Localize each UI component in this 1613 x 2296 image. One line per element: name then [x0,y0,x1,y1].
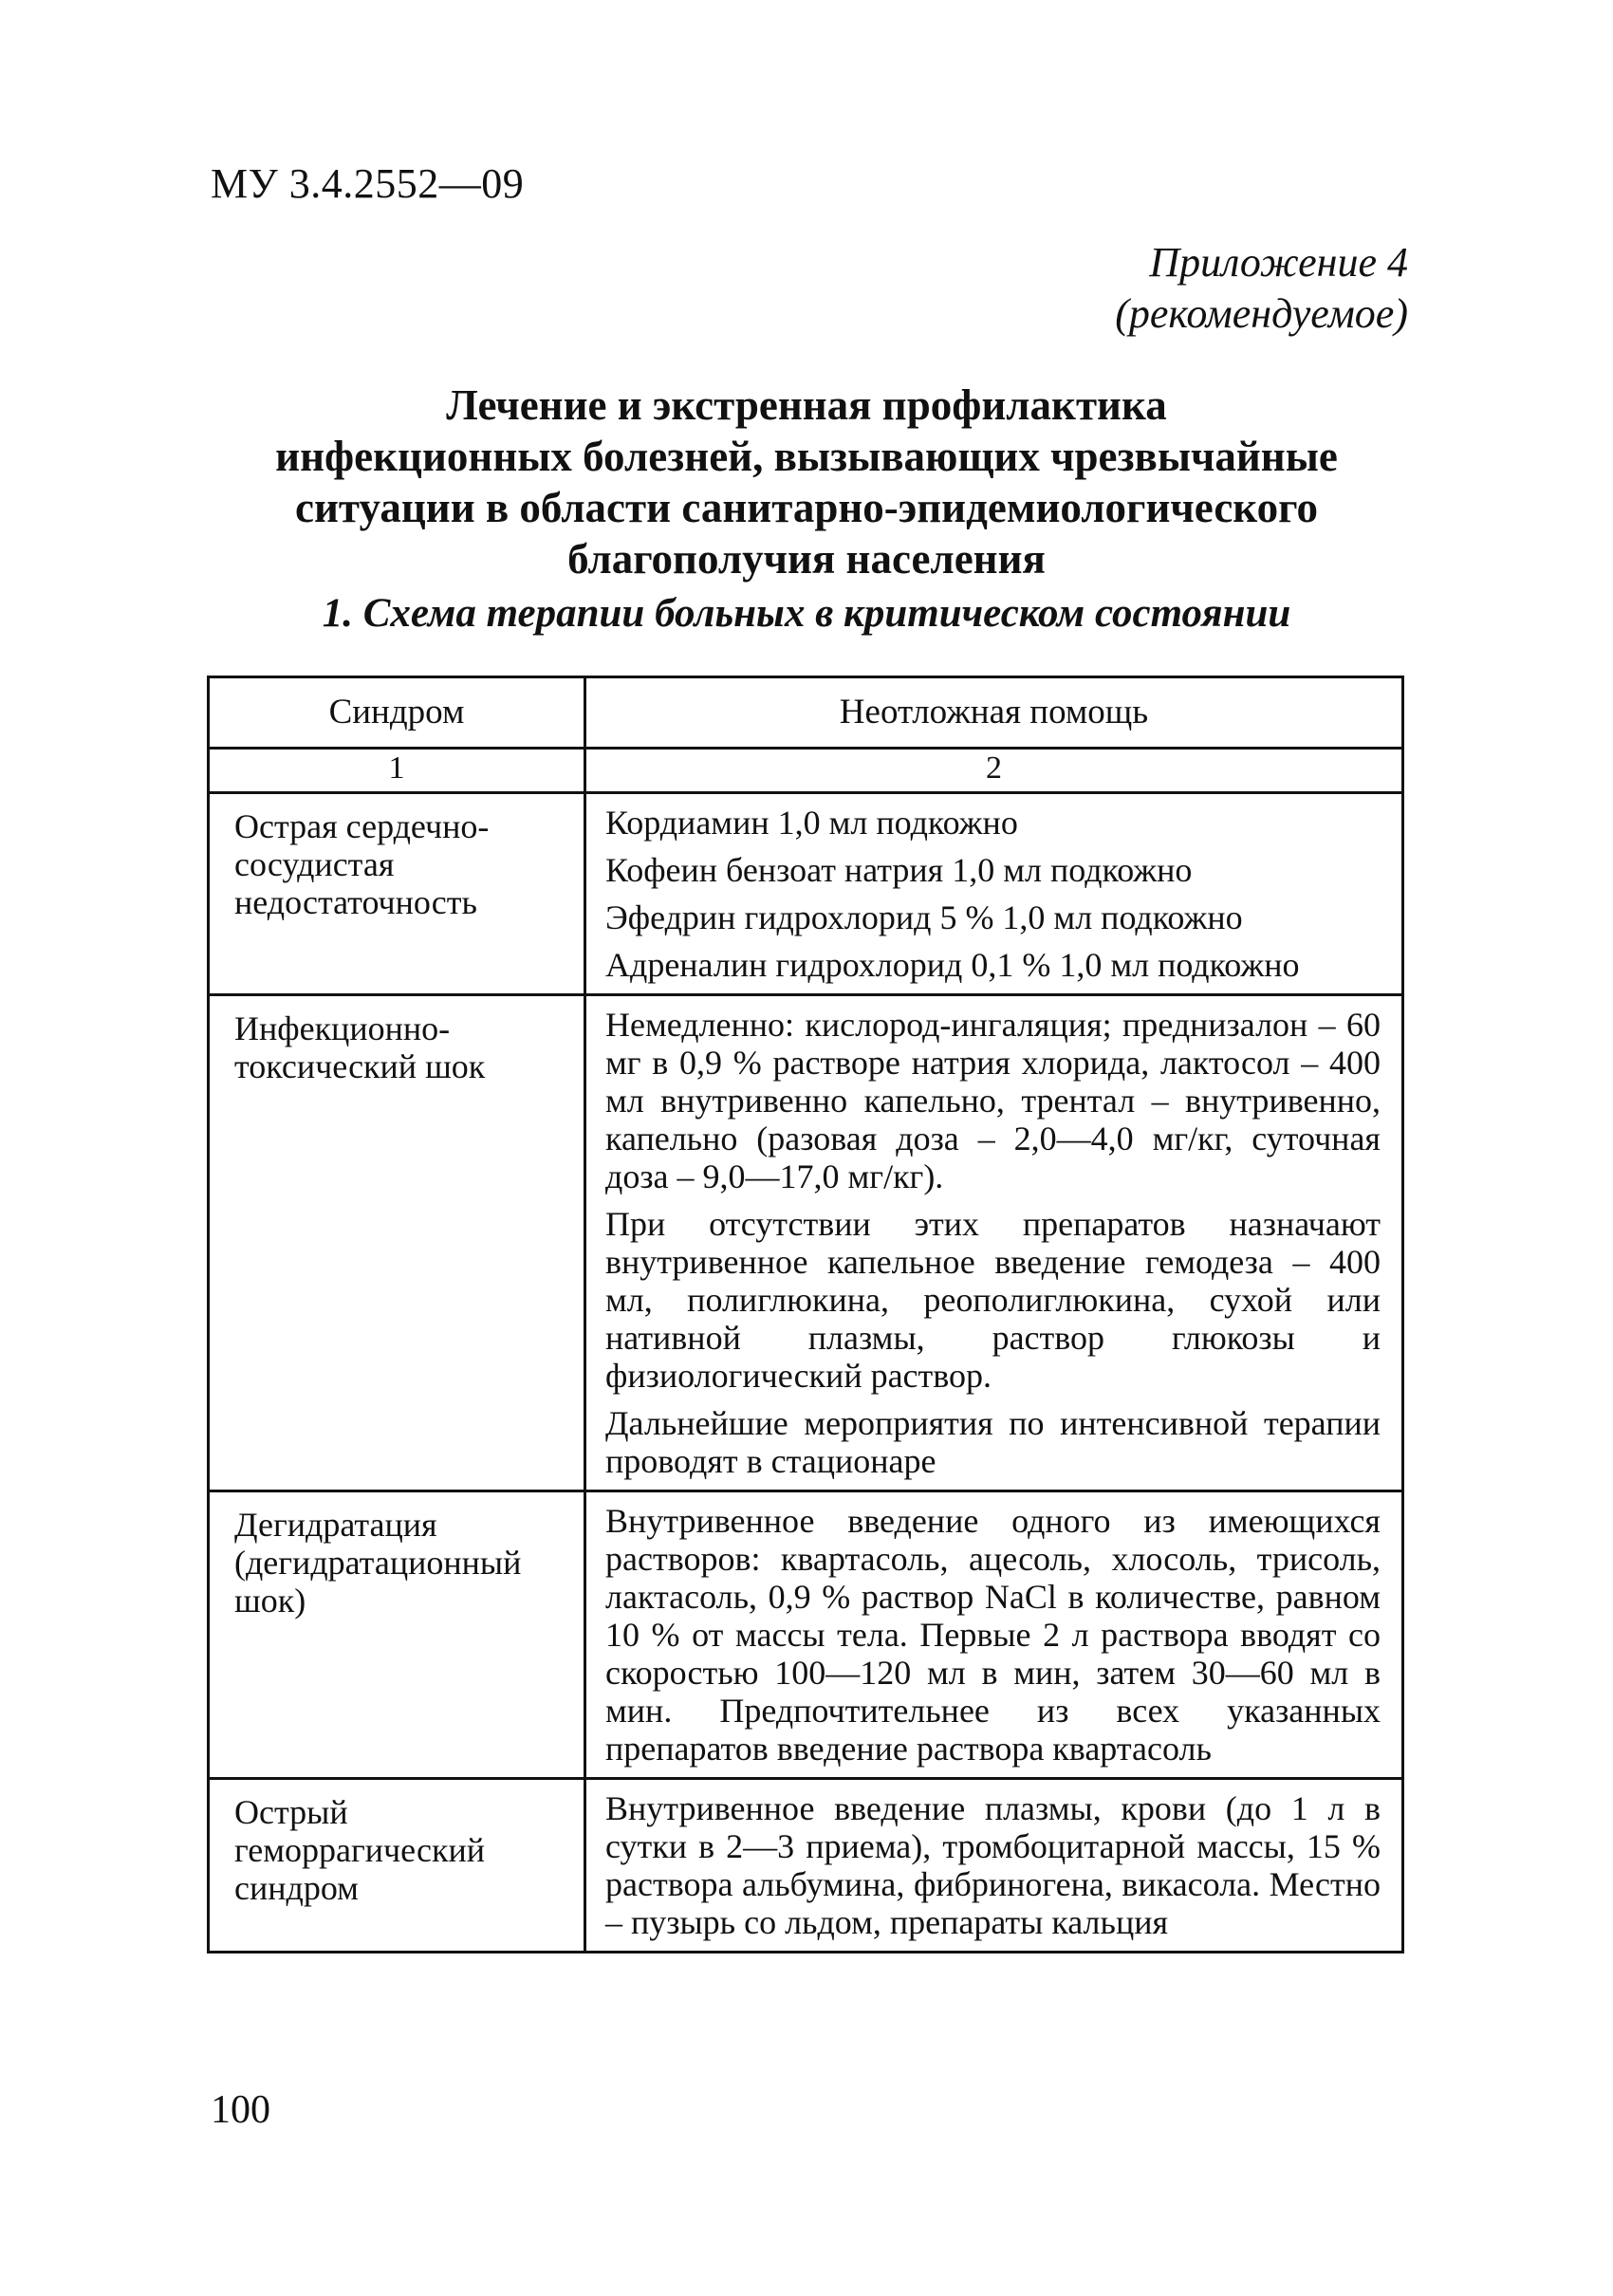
column-number-1: 1 [209,749,585,793]
appendix-number: Приложение 4 [1149,239,1408,286]
syndrome-cell: Острый геморрагический синдром [209,1779,585,1953]
help-paragraph: Дальнейшие мероприятия по интенсивной терапии проводят в стационаре [605,1404,1381,1480]
help-paragraph: Внутривенное введение плазмы, крови (до 1 л в сутки в 2—3 приема), тромбоцитарной массы, 15 % раствора альбумина, фибриногена, викасола. Местно – пузырь со льдом, препараты кальция [605,1789,1381,1941]
syndrome-cell: Дегидратация (дегидратационный шок) [209,1491,585,1779]
help-cell [585,995,1403,1491]
help-cell [585,1491,1403,1779]
table-row [209,1779,1403,1953]
title-line-2: инфекционных болезней, вызывающих чрезвычайные [275,433,1338,480]
help-paragraph: Внутривенное введение одного из имеющихся растворов: квартасоль, ацесоль, хлосоль, трисоль, лактасоль, 0,9 % раствор NaCl в количестве, равном 10 % от массы тела. Первые 2 л раствора вводят со скоростью 100—120 мл в мин, затем 30—60 мл в мин. Предпочтительнее из всех указанных препаратов введение раствора квартасоль [605,1502,1381,1768]
title-line-1: Лечение и экстренная профилактика [446,381,1167,429]
document-title [190,380,1423,584]
page-number: 100 [211,2088,270,2132]
help-item: Эфедрин гидрохлорид 5 % 1,0 мл подкожно [605,898,1243,936]
help-item: Кордиамин 1,0 мл подкожно [605,804,1018,842]
column-number-row [209,749,1403,793]
therapy-table [207,676,1404,1953]
column-number-2: 2 [585,749,1403,793]
help-paragraph: При отсутствии этих препаратов назначают внутривенное капельное введение гемодеза – 400 мл, полиглюкина, реополиглюкина, сухой или нативной плазмы, раствор глюкозы и физиологический раствор. [605,1205,1381,1395]
table-header-row [209,677,1403,749]
help-item: Кофеин бензоат натрия 1,0 мл подкожно [605,851,1193,889]
table-row [209,1491,1403,1779]
appendix-status: (рекомендуемое) [1115,290,1408,337]
table-row [209,793,1403,995]
title-line-3: ситуации в области санитарно-эпидемиологического [295,484,1318,531]
section-title: 1. Схема терапии больных в критическом состоянии [322,591,1291,636]
table-row [209,995,1403,1491]
syndrome-cell: Острая сердечно-сосудистая недостаточность [209,793,585,995]
document-code: МУ 3.4.2552—09 [211,160,525,207]
help-cell [585,793,1403,995]
header-emergency-help: Неотложная помощь [585,677,1403,749]
appendix-label [1115,237,1408,340]
help-cell [585,1779,1403,1953]
header-syndrome: Синдром [209,677,585,749]
syndrome-cell: Инфекционно-токсический шок [209,995,585,1491]
help-item: Адреналин гидрохлорид 0,1 % 1,0 мл подкожно [605,946,1300,984]
title-line-4: благополучия населения [567,535,1046,583]
help-paragraph: Немедленно: кислород-ингаляция; преднизалон – 60 мг в 0,9 % растворе натрия хлорида, лактосол – 400 мл внутривенно капельно, трентал – внутривенно, капельно (разовая доза – 2,0—4,0 мг/кг, суточная доза – 9,0—17,0 мг/кг). [605,1006,1381,1195]
